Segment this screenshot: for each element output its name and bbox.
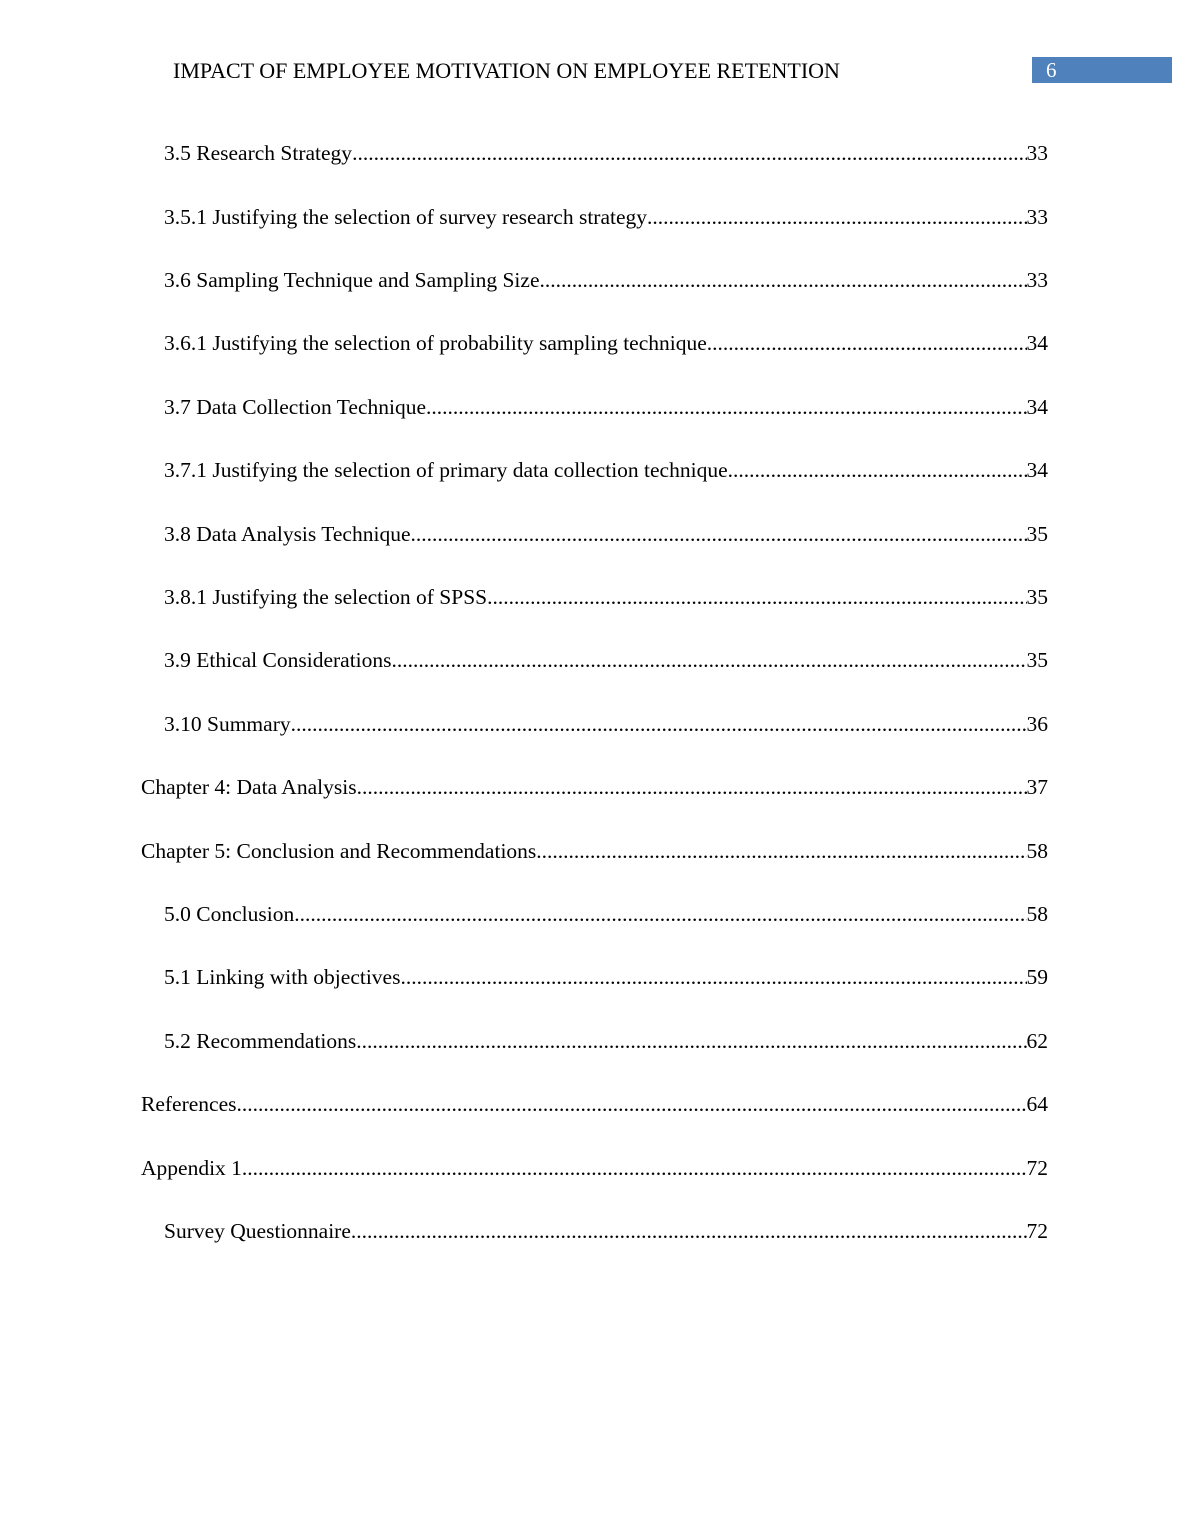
toc-dot-leader bbox=[487, 583, 1026, 611]
toc-dot-leader bbox=[536, 837, 1026, 865]
toc-dot-leader bbox=[647, 203, 1026, 231]
toc-entry-title: 3.5 Research Strategy bbox=[164, 141, 353, 165]
toc-entry-title: 3.5.1 Justifying the selection of survey research strategy bbox=[164, 205, 648, 229]
running-header-title: IMPACT OF EMPLOYEE MOTIVATION ON EMPLOYEE RETENTION bbox=[173, 58, 840, 83]
toc-entry[interactable] bbox=[164, 329, 1048, 357]
toc-entry-title: 3.9 Ethical Considerations bbox=[164, 648, 392, 672]
toc-entry-page: 59 bbox=[1026, 965, 1048, 989]
toc-dot-leader bbox=[707, 329, 1027, 357]
toc-dot-leader bbox=[426, 393, 1027, 421]
toc-dot-leader bbox=[411, 520, 1027, 548]
toc-dot-leader bbox=[400, 963, 1026, 991]
toc-entry-title: Appendix 1 bbox=[141, 1156, 242, 1180]
toc-dot-leader bbox=[294, 900, 1026, 928]
toc-entry-page: 34 bbox=[1026, 458, 1048, 482]
toc-entry-title: 3.8 Data Analysis Technique bbox=[164, 522, 411, 546]
toc-entry-title: Chapter 5: Conclusion and Recommendations bbox=[141, 839, 537, 863]
toc-entry-title: 5.0 Conclusion bbox=[164, 902, 295, 926]
toc-entry-page: 33 bbox=[1026, 268, 1048, 292]
toc-entry[interactable] bbox=[164, 1217, 1048, 1245]
toc-entry-title: 3.6.1 Justifying the selection of probability sampling technique bbox=[164, 331, 707, 355]
toc-entry-page: 58 bbox=[1026, 902, 1048, 926]
toc-entry-page: 64 bbox=[1026, 1092, 1048, 1116]
toc-entry-page: 72 bbox=[1026, 1156, 1048, 1180]
toc-entry-page: 58 bbox=[1026, 839, 1048, 863]
toc-dot-leader bbox=[540, 266, 1027, 294]
toc-entry[interactable] bbox=[141, 1154, 1048, 1182]
toc-entry-title: 3.8.1 Justifying the selection of SPSS bbox=[164, 585, 488, 609]
toc-dot-leader bbox=[392, 646, 1027, 674]
page-number-badge: 6 bbox=[1032, 57, 1172, 83]
toc-entry[interactable] bbox=[164, 456, 1048, 484]
toc-entry-page: 35 bbox=[1026, 585, 1048, 609]
toc-entry-page: 33 bbox=[1026, 205, 1048, 229]
toc-entry-title: 3.6 Sampling Technique and Sampling Size bbox=[164, 268, 540, 292]
toc-entry-page: 36 bbox=[1026, 712, 1048, 736]
toc-entry[interactable] bbox=[164, 900, 1048, 928]
toc-entry[interactable] bbox=[164, 710, 1048, 738]
toc-dot-leader bbox=[351, 1217, 1027, 1245]
toc-entry-title: 5.2 Recommendations bbox=[164, 1029, 357, 1053]
toc-entry-title: 3.10 Summary bbox=[164, 712, 291, 736]
toc-dot-leader bbox=[291, 710, 1027, 738]
toc-dot-leader bbox=[242, 1154, 1027, 1182]
toc-entry-title: 3.7 Data Collection Technique bbox=[164, 395, 426, 419]
toc-entry-page: 72 bbox=[1026, 1219, 1048, 1243]
toc-entry[interactable] bbox=[164, 520, 1048, 548]
toc-dot-leader bbox=[357, 773, 1027, 801]
toc-entry-page: 37 bbox=[1026, 775, 1048, 799]
toc-entry[interactable] bbox=[141, 837, 1048, 865]
toc-entry[interactable] bbox=[164, 203, 1048, 231]
toc-entry[interactable] bbox=[164, 266, 1048, 294]
toc-entry[interactable] bbox=[164, 583, 1048, 611]
toc-dot-leader bbox=[728, 456, 1027, 484]
toc-dot-leader bbox=[356, 1027, 1026, 1055]
toc-entry[interactable] bbox=[164, 393, 1048, 421]
toc-entry[interactable] bbox=[164, 963, 1048, 991]
toc-entry-title: References bbox=[141, 1092, 237, 1116]
toc-entry-title: 5.1 Linking with objectives bbox=[164, 965, 401, 989]
toc-entry-page: 34 bbox=[1026, 331, 1048, 355]
toc-entry-title: Survey Questionnaire bbox=[164, 1219, 351, 1243]
toc-entry[interactable] bbox=[164, 646, 1048, 674]
toc-entry[interactable] bbox=[141, 1090, 1048, 1118]
toc-entry-title: Chapter 4: Data Analysis bbox=[141, 775, 357, 799]
toc-entry-title: 3.7.1 Justifying the selection of primary data collection technique bbox=[164, 458, 728, 482]
toc-entry[interactable] bbox=[164, 139, 1048, 167]
toc-entry-page: 34 bbox=[1026, 395, 1048, 419]
toc-dot-leader bbox=[352, 139, 1026, 167]
toc-entry-page: 62 bbox=[1026, 1029, 1048, 1053]
toc-entry[interactable] bbox=[141, 773, 1048, 801]
toc-entry-page: 35 bbox=[1026, 522, 1048, 546]
toc-dot-leader bbox=[237, 1090, 1027, 1118]
toc-entry[interactable] bbox=[164, 1027, 1048, 1055]
toc-entry-page: 33 bbox=[1026, 141, 1048, 165]
toc-entry-page: 35 bbox=[1026, 648, 1048, 672]
